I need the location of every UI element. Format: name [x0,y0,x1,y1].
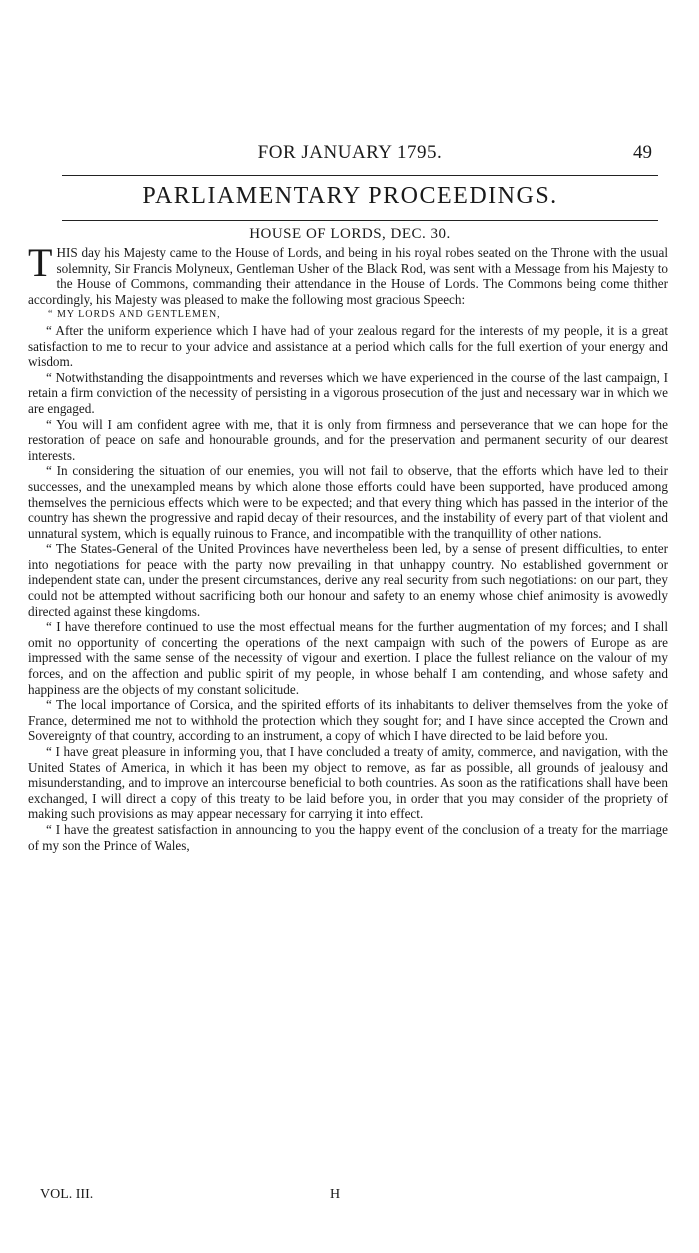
paragraph: “ After the uniform experience which I have had of your zealous regard for the interests of my people, it is a great satisfaction to me to recur to your advice and assistance at a period which calls for the full exertion of your energy and wisdom. [28,322,668,370]
paragraph: “ In considering the situation of our enemies, you will not fail to observe, that the efforts which have led to their successes, and the unexampled means by which alone those efforts could have been supported, have produced among themselves the pernicious effects which were to be expected; and that every thing which has passed in the interior of the country has shewn the progressive and rapid decay of their resources, and the instability of every part of that violent and unnatural system, which is equally ruinous to France, and incompatible with the tranquillity of other nations. [28,463,668,541]
salutation: “ MY LORDS AND GENTLEMEN, [48,309,221,321]
page-number: 49 [633,142,652,163]
paragraph: “ The local importance of Corsica, and the spirited efforts of its inhabitants to deliver themselves from the yoke of France, determined me not to withhold the protection which they sought for; and I have since accepted the Crown and Sovereignty of that country, according to an instrument, a copy of which I have directed to be laid before you. [28,697,668,744]
subheading: HOUSE OF LORDS, DEC. 30. [249,226,451,242]
running-head [40,142,660,172]
running-head-title: FOR JANUARY 1795. [257,142,443,163]
paragraph: “ I have therefore continued to use the most effectual means for the further augmentation of my forces; and I shall omit no opportunity of concerting the operations of the next campaign with such of the powers of Europe as are impressed with the same sense of the necessity of vigour and exertion. I place the fullest reliance on the valour of my forces, and on the affection and public spirit of my people, in whose behalf I am contending, and whose safety and happiness are the objects of my constant solicitude. [28,619,668,697]
page-footer [40,1187,660,1207]
paragraph: “ Notwithstanding the disappointments and reverses which we have experienced in the course of the last campaign, I retain a firm conviction of the necessity of persisting in a vigorous prosecution of the just and necessary war in which we are engaged. [28,369,668,416]
body-text [28,240,668,853]
title-rule [62,220,658,221]
paragraph: “ I have great pleasure in informing you, that I have concluded a treaty of amity, commerce, and navigation, with the United States of America, in which it has been my object to remove, as far as possible, all grounds of jealousy and misunderstanding, and to improve an intercourse beneficial to both countries. As soon as the ratifications shall have been exchanged, I will direct a copy of this treaty to be laid before you, in order that you may consider of the propriety of making such provisions as may appear necessary for carrying it into effect. [28,744,668,822]
drop-cap: T [28,240,53,285]
paragraph: “ I have the greatest satisfaction in announcing to you the happy event of the conclusion of a treaty for the marriage of my son the Prince of Wales, [28,821,668,853]
top-rule [62,175,658,176]
section-title: PARLIAMENTARY PROCEEDINGS. [142,183,558,209]
signature-mark: H [330,1187,341,1202]
paragraph: “ The States-General of the United Provinces have nevertheless been led, by a sense of present difficulties, to enter into negotiations for peace with the party now prevailing in that unhappy country. No established government or independent state can, under the present circumstances, derive any real security from such negotiations: on our part, they could not be attempted without sacrificing both our honour and safety to an enemy whose chief animosity is avowedly directed against these kingdoms. [28,541,668,619]
volume-label: VOL. III. [40,1187,94,1202]
paragraph: “ You will I am confident agree with me, that it is only from firmness and perseverance that we can hope for the restoration of peace on safe and honourable grounds, and for the preservation and permanent security of our dearest interests. [28,416,668,463]
paragraph-intro: THIS day his Majesty came to the House of Lords, and being in his royal robes seated on the Throne with the usual solemnity, Sir Francis Molyneux, Gentleman Usher of the Black Rod, was sent with a Message from his Majesty to the House of Commons, commanding their attendance in the House of Lords. The Commons being come thither accordingly, his Majesty was pleased to make the following most gracious Speech: [28,240,668,307]
